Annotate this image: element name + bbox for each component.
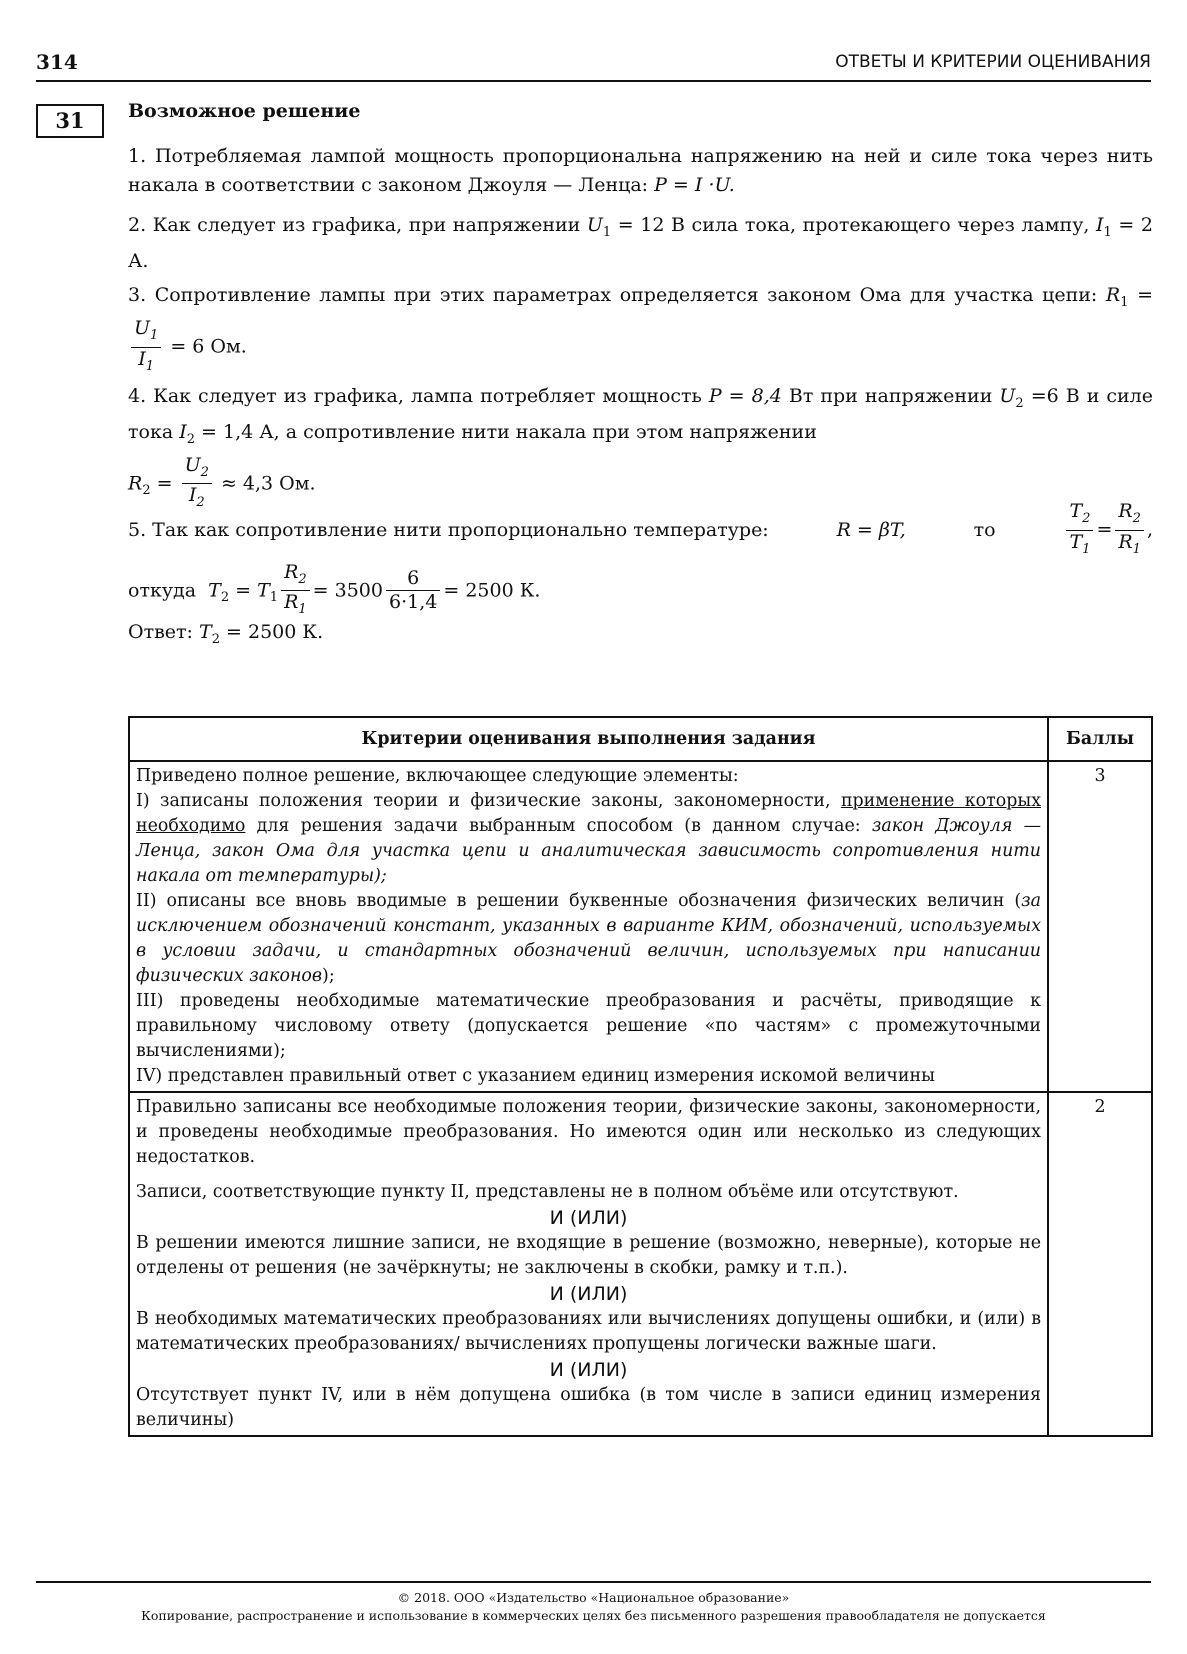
fraction-numerator: 6 — [386, 567, 440, 591]
step-2-text-c: = 2 А. — [128, 214, 1153, 272]
footer-copyright: © 2018. ООО «Издательство «Национальное образование» — [397, 1590, 790, 1605]
item-ii-text-a: II) описаны все вновь вводимые в решении буквенные обозначения физических величин ( — [136, 891, 1022, 911]
fraction-numerator: U — [134, 316, 151, 339]
criteria-row-3-description — [129, 761, 1048, 1092]
symbol-t1: T — [257, 578, 270, 601]
criteria-header-row — [129, 717, 1152, 761]
equals-sign: = — [1096, 518, 1113, 541]
symbol-t2-sub: 2 — [220, 589, 230, 605]
header-divider — [36, 80, 1151, 82]
row-3-points: 3 — [1048, 761, 1152, 1092]
criteria-row-3-points — [129, 761, 1152, 1092]
symbol-i1-sub: 1 — [1103, 224, 1112, 240]
symbol-r2-sub: 2 — [142, 482, 151, 498]
fraction-denominator-sub: 1 — [298, 602, 307, 618]
step-4-text-a: 4. Как следует из графика, лампа потребляет мощность — [128, 385, 702, 407]
symbol-u1: U — [586, 214, 603, 236]
answer-label: Ответ: — [128, 621, 193, 643]
step-4-text-d: = 1,4 А, а сопротивление нити накала при этом напряжении — [201, 420, 817, 443]
fraction-denominator: I — [138, 347, 146, 370]
fraction-denominator-sub: 1 — [1132, 541, 1141, 557]
spacer — [136, 1170, 1041, 1180]
step-5-text-b: то — [973, 519, 996, 542]
fraction-numerator-sub: 1 — [150, 327, 159, 343]
fraction-t2-over-t1 — [1066, 500, 1093, 561]
step-5-result: = 2500 К. — [443, 578, 541, 601]
row-3-item-iv: IV) представлен правильный ответ с указанием единиц измерения искомой величины — [136, 1066, 935, 1086]
symbol-i2: I — [179, 420, 187, 443]
and-or-separator: И (ИЛИ) — [549, 1283, 628, 1305]
equals-sign: = — [235, 578, 252, 601]
answer-symbol-sub: 2 — [211, 631, 220, 647]
page-number: 314 — [36, 50, 78, 74]
row-2-points: 2 — [1048, 1092, 1152, 1436]
equals-sign: = — [1137, 284, 1153, 306]
fraction-numerator-sub: 2 — [1082, 510, 1091, 526]
solution-step-1 — [128, 142, 1153, 200]
solution-title: Возможное решение — [128, 100, 361, 122]
equals-sign: = — [156, 471, 173, 494]
symbol-t2: T — [208, 578, 221, 601]
step-4-text-c: =6 В и силе тока — [128, 385, 1153, 443]
answer-symbol: T — [199, 621, 212, 643]
row-2-item-a: Записи, соответствующие пункту II, представлены не в полном объёме или отсутствуют. — [136, 1182, 959, 1202]
row-2-item-c: В необходимых математических преобразованиях или вычислениях допущены ошибки, и (или) в математических преобразованиях/ вычислениях пропущены логически важные шаги. — [136, 1309, 1041, 1354]
fraction-numerator: U — [184, 453, 201, 476]
step-1-formula: P = I ·U. — [654, 174, 735, 196]
footer-divider — [36, 1581, 1151, 1583]
fraction-r2-over-r1-b — [281, 561, 310, 622]
item-ii-italic: за исключением обозначений констант, указанных в варианте КИМ, обозначений, используемых в условии задачи, и стандартных обозначений величин, используемых при написании физических законов — [136, 891, 1041, 986]
item-i-underlined: применение которых необходимо — [136, 791, 1042, 836]
resistance-temperature-law: R = βT, — [836, 519, 906, 542]
criteria-table — [128, 716, 1153, 1437]
row-3-intro: Приведено полное решение, включающее следующие элементы: — [136, 766, 739, 786]
symbol-i1: I — [1096, 214, 1104, 236]
section-title: ОТВЕТЫ И КРИТЕРИИ ОЦЕНИВАНИЯ — [835, 52, 1151, 72]
step-1-text: 1. Потребляемая лампой мощность пропорциональна напряжению на ней и силе тока через нить накала в соответствии с законом Джоуля — Ленца: — [128, 145, 1153, 196]
item-i-text-b: для решения задачи выбранным способом (в данном случае: — [256, 816, 861, 836]
fraction-r2-over-r1 — [1115, 500, 1144, 561]
ratio-equation — [1063, 500, 1153, 561]
row-3-item-iii: III) проведены необходимые математические преобразования и расчёты, приводящие к правильному числовому ответу (допускается решение «по частям» с промежуточными вычислениями); — [136, 991, 1041, 1061]
fraction-denominator-sub: 2 — [196, 495, 205, 511]
task-number-box: 31 — [36, 104, 104, 138]
solution-step-3 — [128, 281, 1153, 377]
comma: , — [1146, 518, 1153, 541]
symbol-r1-sub: 1 — [1120, 294, 1129, 310]
step-5-text-a: 5. Так как сопротивление нити пропорционально температуре: — [128, 519, 769, 542]
fraction-denominator: R — [1118, 530, 1133, 553]
symbol-r2: R — [128, 471, 143, 494]
row-2-item-b: В решении имеются лишние записи, не входящие в решение (возможно, неверные), которые не отделены от решения (не зачёркнуты; не заключены в скобки, рамку и т.п.). — [136, 1233, 1041, 1278]
fraction-denominator: R — [284, 591, 299, 614]
symbol-i2-sub: 2 — [186, 431, 195, 447]
fraction-denominator: 6·1,4 — [389, 591, 438, 614]
fraction-numerator: T — [1069, 500, 1083, 522]
fraction-denominator-sub: 1 — [1082, 541, 1091, 557]
step-5-text-c: откуда — [128, 578, 197, 601]
answer-value: = 2500 К. — [226, 621, 324, 643]
fraction-u1-over-i1 — [131, 317, 161, 378]
step-2-text-b: = 12 В сила тока, протекающего через лампу, — [617, 214, 1090, 236]
fraction-numerator: R — [284, 560, 299, 583]
item-i-italic: закон Джоуля — Ленца, закон Ома для участка цепи и аналитическая зависимость сопротивления нити накала от температуры); — [136, 816, 1041, 886]
step-4-result: ≈ 4,3 Ом. — [220, 471, 316, 494]
points-column-header: Баллы — [1048, 717, 1152, 761]
fraction-numeric — [386, 567, 440, 614]
row-3-item-i — [136, 789, 1041, 889]
solution-step-4 — [128, 382, 1153, 514]
step-3-result: = 6 Ом. — [170, 335, 247, 358]
step-5-mid: = 3500 — [312, 578, 383, 601]
solution-step-5 — [128, 500, 1153, 621]
solution-step-2 — [128, 211, 1153, 276]
symbol-t1-sub: 1 — [269, 589, 279, 605]
footer-notice: Копирование, распространение и использование в коммерческих целях без письменного разрешения правообладателя не допускается — [141, 1608, 1046, 1623]
and-or-separator: И (ИЛИ) — [549, 1359, 628, 1381]
fraction-numerator-sub: 2 — [200, 464, 209, 480]
step-3-text: 3. Сопротивление лампы при этих параметрах определяется законом Ома для участка цепи: — [128, 284, 1098, 306]
row-2-intro: Правильно записаны все необходимые положения теории, физические законы, закономерности, и проведены необходимые преобразования. Но имеются один или несколько из следующих недостатков. — [136, 1097, 1041, 1167]
step-5-line-2 — [128, 561, 1153, 622]
step-2-text-a: 2. Как следует из графика, при напряжении — [128, 214, 581, 236]
item-ii-text-b: ); — [322, 966, 335, 986]
fraction-numerator-sub: 2 — [298, 571, 307, 587]
answer-line — [128, 618, 1153, 654]
fraction-numerator-sub: 2 — [1132, 510, 1141, 526]
criteria-column-header: Критерии оценивания выполнения задания — [129, 717, 1048, 761]
fraction-denominator-sub: 1 — [145, 358, 155, 374]
symbol-u2-sub: 2 — [1015, 395, 1024, 411]
fraction-denominator: T — [1069, 530, 1083, 553]
and-or-separator: И (ИЛИ) — [549, 1207, 628, 1229]
symbol-u2: U — [999, 385, 1016, 407]
item-i-text-a: I) записаны положения теории и физические законы, закономерности, — [136, 791, 831, 811]
symbol-u1-sub: 1 — [602, 224, 612, 240]
criteria-row-2-points — [129, 1092, 1152, 1436]
row-3-item-ii — [136, 889, 1041, 989]
row-2-item-d: Отсутствует пункт IV, или в нём допущена ошибка (в том числе в записи единиц измерения величины) — [136, 1385, 1041, 1430]
criteria-row-2-description — [129, 1092, 1048, 1436]
step-4-text-b: Вт при напряжении — [788, 385, 993, 407]
step-5-line-1 — [128, 500, 1153, 561]
fraction-denominator: I — [188, 484, 197, 507]
fraction-numerator: R — [1118, 500, 1133, 522]
symbol-r1: R — [1105, 284, 1121, 306]
power-value: P = 8,4 — [708, 385, 782, 407]
